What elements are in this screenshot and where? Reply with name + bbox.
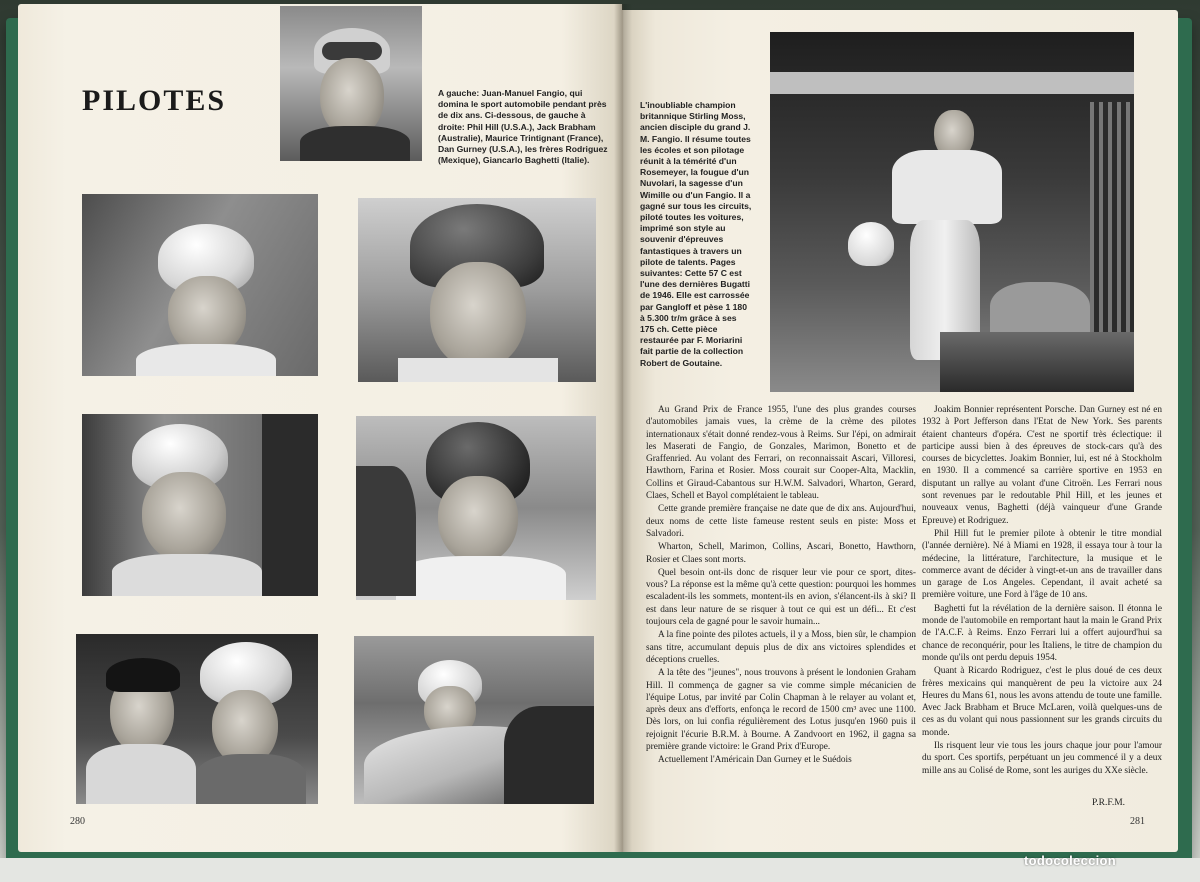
photo-fangio — [280, 6, 422, 161]
page-title: PILOTES — [82, 84, 227, 117]
photo-maurice-trintignant — [82, 414, 318, 596]
right-caption: L'inoubliable champion britannique Stirling Moss, ancien disciple du grand J. M. Fangio. Il résume toutes les écoles et son pilotage réunit à la témérité d'un Rosemeyer, la fougue d'un Nuvolari, la sagesse d'un Wimille ou d'un Fangio. Il a gagné sur tous les circuits, piloté toutes les voitures, imprimé son style au souvenir d'épreuves fantastiques à travers un pilote de talents. Pages suivantes: Cette 57 C est l'une des dernières Bugatti de 1946. Elle est carrossée par Gangloff et pèse 1 180 à 5.300 tr/m grâce à ses 175 ch. Cette pièce restaurée par F. Moriarini fait partie de la collection Robert de Goutaine. — [640, 100, 752, 368]
table-surface — [0, 858, 1200, 882]
page-number-left: 280 — [70, 816, 85, 827]
paragraph: Phil Hill fut le premier pilote à obtenir le titre mondial (l'année dernière). Né à Miami en 1928, il essaya tour à tour la médecine, la littérature, l'architecture, la musique et le commerce avant de décider à vingt-et-un ans de travailler dans un garage de Los Angeles. Cependant, il avait acheté sa première voiture, une Ford à l'âge de 10 ans. — [922, 528, 1162, 601]
photo-phil-hill — [82, 194, 318, 376]
paragraph: Baghetti fut la révélation de la dernière saison. Il étonna le monde de l'automobile en remportant haut la main le Grand Prix de l'A.C.F. à Reims. Enzo Ferrari lui a offert aujourd'hui sa chance de reconquérir, pour les Italiens, le titre de champion du monde qu'ils ont perdu depuis 1954. — [922, 603, 1162, 663]
article-column-2 — [922, 404, 1162, 778]
paragraph: Quant à Ricardo Rodriguez, c'est le plus doué de ces deux frères mexicains qui manquèrent de peu la victoire aux 24 Heures du Mans 61, nous les avons attendu de toute une famille. Avec Jack Brabham et Bruce McLaren, voilà quelques-uns de ces as du volant qui nous passionnent sur les grands circuits du monde. — [922, 666, 1162, 738]
author-signature: P.R.F.M. — [1092, 798, 1126, 808]
paragraph: Cette grande première française ne date que de dix ans. Aujourd'hui, deux noms de cette liste fameuse restent seuls en piste: Moss et Salvadori. — [646, 504, 916, 539]
paragraph: A la fine pointe des pilotes actuels, il y a Moss, bien sûr, le champion sans titre, accumulant depuis plus de dix ans victoires splendides et déceptions cruelles. — [646, 630, 916, 665]
paragraph: Ils risquent leur vie tous les jours chaque jour pour l'amour du sport. Ces sportifs, perpétuant un jeu commencé il y a deux mille ans au Colisé de Rome, sont les auriges du XXe siècle. — [922, 741, 1162, 776]
left-caption: A gauche: Juan-Manuel Fangio, qui domina le sport automobile pendant près de dix ans. Ci-dessous, de gauche à droite: Phil Hill (U.S.A.), Jack Brabham (Australie), Maurice Trintignant (France), Dan Gurney (U.S.A.), les frères Rodriguez (Mexique), Giancarlo Baghetti (Italie). — [438, 88, 608, 166]
paragraph: Wharton, Schell, Marimon, Collins, Ascari, Bonetto, Hawthorn, Rosier et Claes sont morts. — [646, 542, 916, 565]
left-page — [18, 4, 622, 852]
paragraph: Actuellement l'Américain Dan Gurney et le Suédois — [658, 755, 852, 766]
photo-baghetti — [354, 636, 594, 804]
photo-jack-brabham — [358, 198, 596, 382]
photo-dan-gurney — [356, 416, 596, 600]
right-page — [622, 10, 1178, 852]
page-number-right: 281 — [1130, 816, 1145, 827]
paragraph: A la tête des "jeunes", nous trouvons à présent le londonien Graham Hill. Il commença de gagner sa vie comme simple mécanicien de l'équipe Lotus, par invité par Colin Chapman à le relayer au volant et, après deux ans d'efforts, enfonça le record de 1500 cm³ avec une 1100. Dès lors, on lui confia régulièrement des Lotus jusqu'en 1960 puis il rejoignit l'écurie B.R.M. à Bourne. A Zandvoort en 1962, il gagna sa première grande victoire: le Grand Prix d'Europe. — [646, 668, 916, 753]
book-gutter — [614, 4, 632, 852]
paragraph: Au Grand Prix de France 1955, l'une des plus grandes courses d'automobiles jamais vues, la crème de la crème des pilotes internationaux s'était donné rendez-vous à Reims. Sur l'épi, on admirait les Maserati de Fangio, de Gonzales, Marimon, Bonetto et de Graffenried. Au volant des Ferrari, on reconnaissait Ascari, Villoresi, Hawthorn, Farina et Rosier. Moss courait sur Cooper-Alta, Macklin, Collins et Giraud-Cabantous sur H.W.M. Salvadori, Wharton, Gerard, Claes, Schell et Bayol complétaient le tableau. — [646, 405, 916, 502]
paragraph: Joakim Bonnier représentent Porsche. Dan Gurney est né en 1932 à Port Jefferson dans l'Etat de New York. Ses parents étaient chanteurs d'opéra. C'est ne sportif très éclectique: il participe aussi bien à des épreuves de stock-cars qu'à des courses de bicyclettes. Joakim Bonnier, lui, est né à Stockholm en 1930. Il a commencé sa carrière sportive en 1953 en disputant un rallye au volant d'une Citroën. Les Ferrari nous sont revenues par le redoutable Phil Hill, et les jeunes et nouveaux venus, Baghetti (déjà vainqueur d'une Grande Epreuve) et Rodriguez. — [922, 405, 1162, 526]
article-column-1 — [646, 404, 916, 768]
watermark: todocoleccion — [1024, 853, 1117, 868]
paragraph: Quel besoin ont-ils donc de risquer leur vie pour ce sport, dites-vous? La réponse est la même qu'à cette question: pourquoi les hommes escaladent-ils les sommets, montent-ils en avion, s'élancent-ils à ski? Il est dans leur nature de se risquer à tout ce qui est un défi... Et c'est toujours cela de gagné pour le savoir humain... — [646, 567, 916, 628]
photo-rodriguez-brothers — [76, 634, 318, 804]
photo-stirling-moss — [770, 32, 1134, 392]
